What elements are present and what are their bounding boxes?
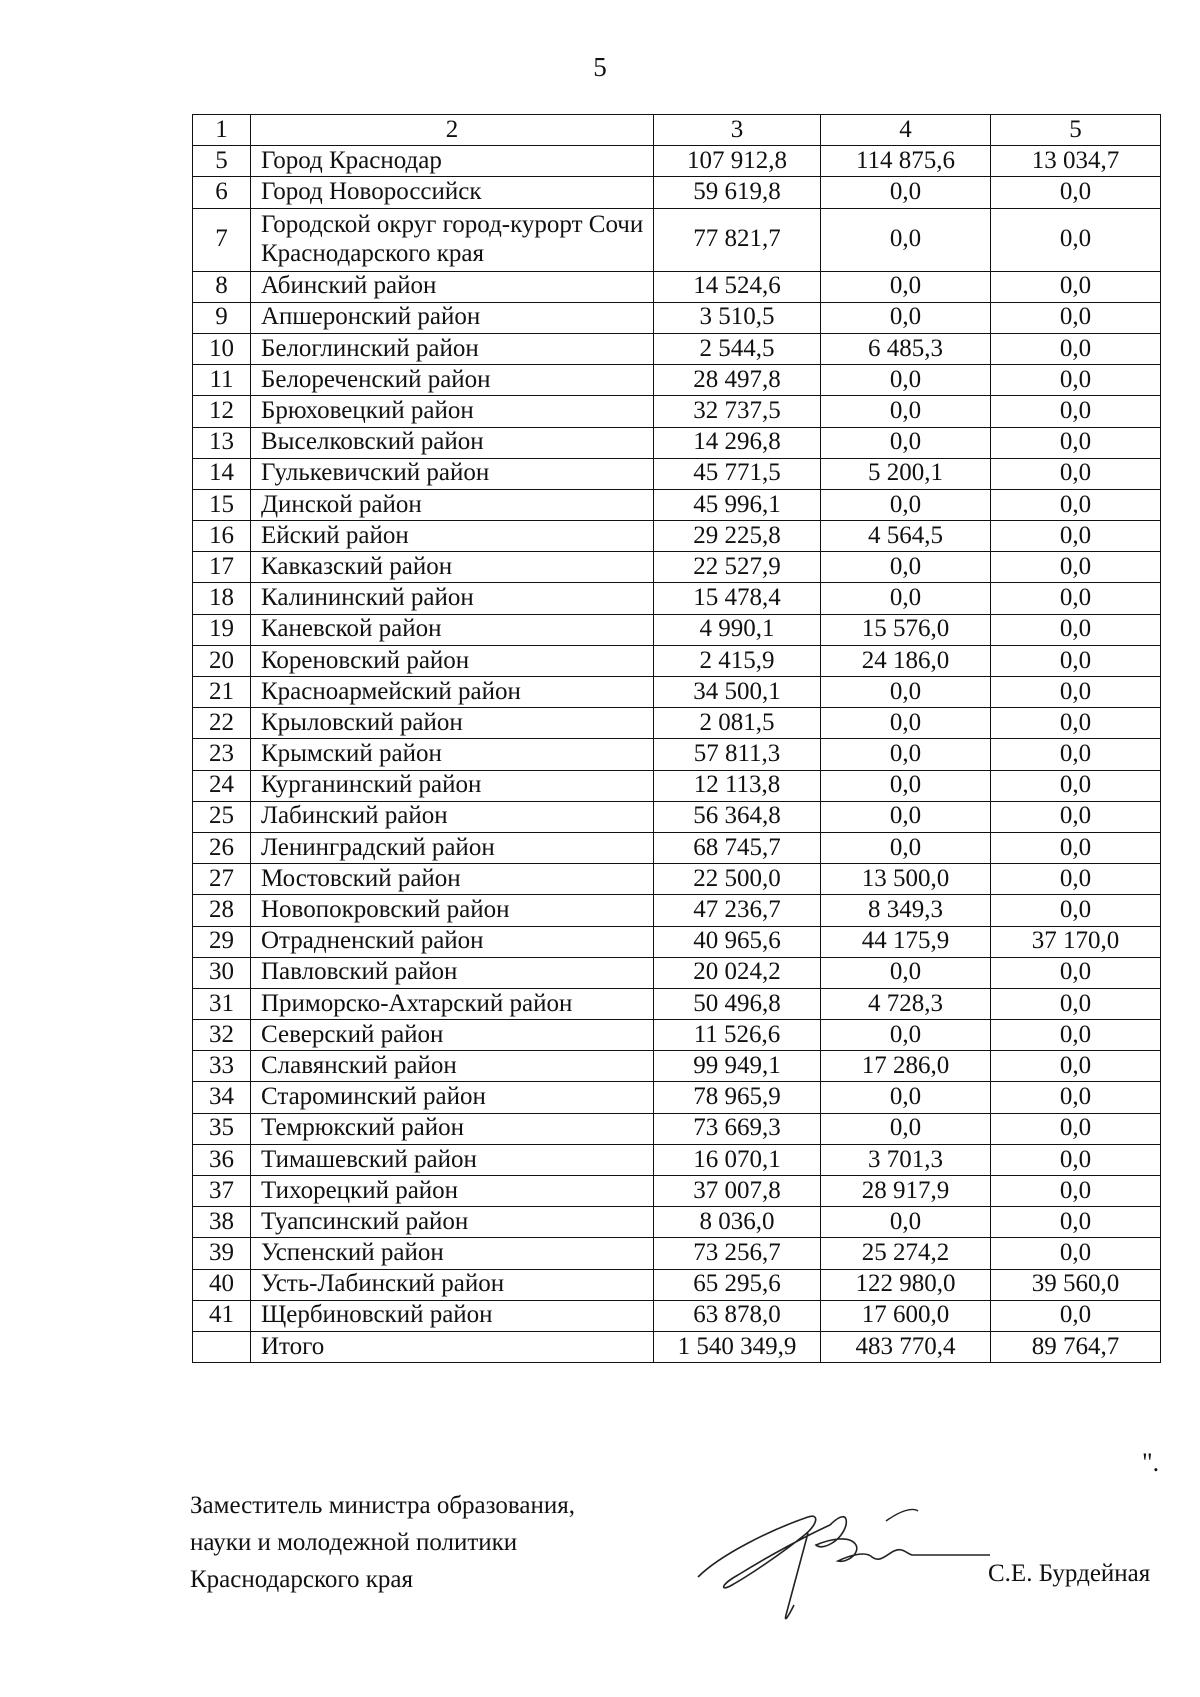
value-col5-cell: 0,0 xyxy=(991,521,1161,552)
row-number-cell: 36 xyxy=(193,1144,251,1175)
value-col4-cell: 0,0 xyxy=(821,1113,991,1144)
table-row xyxy=(193,458,1161,489)
district-name-cell: Итого xyxy=(251,1331,654,1362)
value-col4-cell: 0,0 xyxy=(821,770,991,801)
header-cell: 4 xyxy=(821,115,991,146)
row-number-cell: 27 xyxy=(193,864,251,895)
value-col5-cell: 89 764,7 xyxy=(991,1331,1161,1362)
table-row xyxy=(193,1269,1161,1300)
row-number-cell: 9 xyxy=(193,302,251,333)
value-col4-cell: 17 286,0 xyxy=(821,1051,991,1082)
value-col4-cell: 8 349,3 xyxy=(821,895,991,926)
value-col3-cell: 68 745,7 xyxy=(654,832,821,863)
table-row xyxy=(193,1051,1161,1082)
value-col4-cell: 15 576,0 xyxy=(821,614,991,645)
district-name-cell: Староминский район xyxy=(251,1082,654,1113)
value-col5-cell: 37 170,0 xyxy=(991,926,1161,957)
district-name-cell: Лабинский район xyxy=(251,801,654,832)
row-number-cell: 13 xyxy=(193,427,251,458)
value-col5-cell: 0,0 xyxy=(991,302,1161,333)
district-name-cell: Городской округ город-курорт Сочи Краснодарского края xyxy=(251,208,654,271)
value-col3-cell: 99 949,1 xyxy=(654,1051,821,1082)
value-col5-cell: 0,0 xyxy=(991,614,1161,645)
position-line: Заместитель министра образования, xyxy=(190,1492,575,1519)
district-name-cell: Каневской район xyxy=(251,614,654,645)
table-row xyxy=(193,489,1161,520)
value-col4-cell: 0,0 xyxy=(821,489,991,520)
row-number-cell: 12 xyxy=(193,396,251,427)
value-col3-cell: 45 996,1 xyxy=(654,489,821,520)
value-col4-cell: 17 600,0 xyxy=(821,1300,991,1331)
table-row xyxy=(193,677,1161,708)
value-col4-cell: 0,0 xyxy=(821,583,991,614)
district-name-cell: Белоглинский район xyxy=(251,333,654,364)
district-name-cell: Крымский район xyxy=(251,739,654,770)
table-row xyxy=(193,583,1161,614)
value-col4-cell: 5 200,1 xyxy=(821,458,991,489)
value-col3-cell: 34 500,1 xyxy=(654,677,821,708)
table-row xyxy=(193,708,1161,739)
value-col5-cell: 0,0 xyxy=(991,1238,1161,1269)
value-col3-cell: 11 526,6 xyxy=(654,1020,821,1051)
district-name-cell: Апшеронский район xyxy=(251,302,654,333)
value-col5-cell: 0,0 xyxy=(991,427,1161,458)
row-number-cell: 41 xyxy=(193,1300,251,1331)
table-row xyxy=(193,365,1161,396)
row-number-cell: 28 xyxy=(193,895,251,926)
table-row xyxy=(193,614,1161,645)
value-col4-cell: 44 175,9 xyxy=(821,926,991,957)
table-row xyxy=(193,832,1161,863)
value-col3-cell: 47 236,7 xyxy=(654,895,821,926)
row-number-cell: 39 xyxy=(193,1238,251,1269)
value-col4-cell: 0,0 xyxy=(821,1082,991,1113)
header-cell: 5 xyxy=(991,115,1161,146)
header-cell: 2 xyxy=(251,115,654,146)
value-col3-cell: 37 007,8 xyxy=(654,1176,821,1207)
value-col5-cell: 0,0 xyxy=(991,864,1161,895)
value-col3-cell: 20 024,2 xyxy=(654,957,821,988)
value-col4-cell: 0,0 xyxy=(821,302,991,333)
row-number-cell: 24 xyxy=(193,770,251,801)
table-row xyxy=(193,1144,1161,1175)
table-row xyxy=(193,739,1161,770)
table-row xyxy=(193,302,1161,333)
value-col3-cell: 1 540 349,9 xyxy=(654,1331,821,1362)
row-number-cell: 11 xyxy=(193,365,251,396)
row-number-cell: 17 xyxy=(193,552,251,583)
value-col4-cell: 24 186,0 xyxy=(821,645,991,676)
value-col5-cell: 0,0 xyxy=(991,895,1161,926)
row-number-cell: 19 xyxy=(193,614,251,645)
value-col4-cell: 0,0 xyxy=(821,1207,991,1238)
table-row xyxy=(193,552,1161,583)
table-row xyxy=(193,1113,1161,1144)
value-col3-cell: 4 990,1 xyxy=(654,614,821,645)
row-number-cell: 25 xyxy=(193,801,251,832)
table-row xyxy=(193,926,1161,957)
signer-name: С.Е. Бурдейная xyxy=(988,1560,1151,1587)
value-col4-cell: 483 770,4 xyxy=(821,1331,991,1362)
value-col5-cell: 0,0 xyxy=(991,770,1161,801)
table-row xyxy=(193,1207,1161,1238)
table-row xyxy=(193,801,1161,832)
district-name-cell: Щербиновский район xyxy=(251,1300,654,1331)
value-col3-cell: 12 113,8 xyxy=(654,770,821,801)
district-name-cell: Город Краснодар xyxy=(251,146,654,177)
value-col5-cell: 0,0 xyxy=(991,333,1161,364)
value-col5-cell: 0,0 xyxy=(991,177,1161,208)
value-col5-cell: 0,0 xyxy=(991,1020,1161,1051)
value-col5-cell: 13 034,7 xyxy=(991,146,1161,177)
value-col5-cell: 0,0 xyxy=(991,677,1161,708)
value-col5-cell: 0,0 xyxy=(991,271,1161,302)
row-number-cell: 30 xyxy=(193,957,251,988)
table-header-row xyxy=(193,115,1161,146)
value-col3-cell: 22 500,0 xyxy=(654,864,821,895)
value-col5-cell: 0,0 xyxy=(991,583,1161,614)
value-col4-cell: 0,0 xyxy=(821,552,991,583)
value-col4-cell: 4 728,3 xyxy=(821,988,991,1019)
value-col5-cell: 0,0 xyxy=(991,1051,1161,1082)
row-number-cell: 34 xyxy=(193,1082,251,1113)
value-col3-cell: 22 527,9 xyxy=(654,552,821,583)
value-col5-cell: 0,0 xyxy=(991,396,1161,427)
district-name-cell: Гулькевичский район xyxy=(251,458,654,489)
row-number-cell: 10 xyxy=(193,333,251,364)
table-row xyxy=(193,271,1161,302)
table-row xyxy=(193,333,1161,364)
value-col3-cell: 14 524,6 xyxy=(654,271,821,302)
district-name-cell: Темрюкский район xyxy=(251,1113,654,1144)
value-col4-cell: 3 701,3 xyxy=(821,1144,991,1175)
district-name-cell: Ленинградский район xyxy=(251,832,654,863)
row-number-cell xyxy=(193,1331,251,1362)
district-name-cell: Курганинский район xyxy=(251,770,654,801)
signatory-position xyxy=(190,1487,575,1598)
table-row xyxy=(193,645,1161,676)
row-number-cell: 29 xyxy=(193,926,251,957)
value-col5-cell: 0,0 xyxy=(991,489,1161,520)
row-number-cell: 7 xyxy=(193,208,251,271)
table-row xyxy=(193,208,1161,271)
table-row xyxy=(193,396,1161,427)
table-row xyxy=(193,427,1161,458)
district-name-cell: Северский район xyxy=(251,1020,654,1051)
table-row xyxy=(193,1082,1161,1113)
value-col4-cell: 122 980,0 xyxy=(821,1269,991,1300)
table-row xyxy=(193,146,1161,177)
value-col3-cell: 8 036,0 xyxy=(654,1207,821,1238)
value-col4-cell: 13 500,0 xyxy=(821,864,991,895)
value-col5-cell: 0,0 xyxy=(991,1144,1161,1175)
district-name-cell: Калининский район xyxy=(251,583,654,614)
district-name-cell: Кавказский район xyxy=(251,552,654,583)
table-row xyxy=(193,1238,1161,1269)
district-name-cell: Мостовский район xyxy=(251,864,654,895)
value-col4-cell: 0,0 xyxy=(821,677,991,708)
value-col3-cell: 45 771,5 xyxy=(654,458,821,489)
table-body xyxy=(193,115,1161,1363)
row-number-cell: 22 xyxy=(193,708,251,739)
row-number-cell: 21 xyxy=(193,677,251,708)
value-col3-cell: 29 225,8 xyxy=(654,521,821,552)
row-number-cell: 15 xyxy=(193,489,251,520)
value-col4-cell: 0,0 xyxy=(821,427,991,458)
value-col5-cell: 0,0 xyxy=(991,208,1161,271)
row-number-cell: 40 xyxy=(193,1269,251,1300)
value-col3-cell: 14 296,8 xyxy=(654,427,821,458)
table-row xyxy=(193,988,1161,1019)
value-col4-cell: 0,0 xyxy=(821,177,991,208)
row-number-cell: 20 xyxy=(193,645,251,676)
value-col5-cell: 0,0 xyxy=(991,1207,1161,1238)
row-number-cell: 32 xyxy=(193,1020,251,1051)
row-number-cell: 6 xyxy=(193,177,251,208)
value-col5-cell: 0,0 xyxy=(991,832,1161,863)
district-name-cell: Выселковский район xyxy=(251,427,654,458)
value-col3-cell: 57 811,3 xyxy=(654,739,821,770)
district-name-cell: Новопокровский район xyxy=(251,895,654,926)
header-cell: 3 xyxy=(654,115,821,146)
district-name-cell: Крыловский район xyxy=(251,708,654,739)
value-col3-cell: 107 912,8 xyxy=(654,146,821,177)
value-col5-cell: 0,0 xyxy=(991,458,1161,489)
value-col3-cell: 65 295,6 xyxy=(654,1269,821,1300)
value-col4-cell: 0,0 xyxy=(821,365,991,396)
row-number-cell: 23 xyxy=(193,739,251,770)
value-col5-cell: 0,0 xyxy=(991,1082,1161,1113)
value-col5-cell: 0,0 xyxy=(991,645,1161,676)
value-col4-cell: 114 875,6 xyxy=(821,146,991,177)
allocation-table xyxy=(192,114,1161,1363)
district-name-cell: Славянский район xyxy=(251,1051,654,1082)
value-col5-cell: 0,0 xyxy=(991,739,1161,770)
district-name-cell: Город Новороссийск xyxy=(251,177,654,208)
value-col5-cell: 0,0 xyxy=(991,801,1161,832)
table-row xyxy=(193,895,1161,926)
value-col4-cell: 0,0 xyxy=(821,708,991,739)
district-name-cell: Туапсинский район xyxy=(251,1207,654,1238)
district-name-cell: Усть-Лабинский район xyxy=(251,1269,654,1300)
value-col4-cell: 0,0 xyxy=(821,396,991,427)
value-col3-cell: 78 965,9 xyxy=(654,1082,821,1113)
row-number-cell: 18 xyxy=(193,583,251,614)
table-row xyxy=(193,1300,1161,1331)
district-name-cell: Белореченский район xyxy=(251,365,654,396)
value-col5-cell: 0,0 xyxy=(991,1300,1161,1331)
district-name-cell: Приморско-Ахтарский район xyxy=(251,988,654,1019)
value-col4-cell: 0,0 xyxy=(821,832,991,863)
district-name-cell: Абинский район xyxy=(251,271,654,302)
district-name-cell: Павловский район xyxy=(251,957,654,988)
table-row xyxy=(193,957,1161,988)
value-col3-cell: 56 364,8 xyxy=(654,801,821,832)
value-col3-cell: 73 256,7 xyxy=(654,1238,821,1269)
header-cell: 1 xyxy=(193,115,251,146)
row-number-cell: 14 xyxy=(193,458,251,489)
position-line: науки и молодежной политики xyxy=(190,1529,518,1556)
position-line: Краснодарского края xyxy=(190,1566,413,1593)
handwritten-signature xyxy=(690,1485,1010,1635)
value-col5-cell: 0,0 xyxy=(991,365,1161,396)
value-col5-cell: 0,0 xyxy=(991,708,1161,739)
row-number-cell: 16 xyxy=(193,521,251,552)
value-col4-cell: 28 917,9 xyxy=(821,1176,991,1207)
value-col3-cell: 77 821,7 xyxy=(654,208,821,271)
value-col3-cell: 3 510,5 xyxy=(654,302,821,333)
row-number-cell: 38 xyxy=(193,1207,251,1238)
row-number-cell: 5 xyxy=(193,146,251,177)
district-name-cell: Тимашевский район xyxy=(251,1144,654,1175)
value-col3-cell: 28 497,8 xyxy=(654,365,821,396)
row-number-cell: 35 xyxy=(193,1113,251,1144)
value-col3-cell: 2 544,5 xyxy=(654,333,821,364)
value-col4-cell: 0,0 xyxy=(821,208,991,271)
value-col5-cell: 0,0 xyxy=(991,552,1161,583)
row-number-cell: 37 xyxy=(193,1176,251,1207)
value-col4-cell: 0,0 xyxy=(821,801,991,832)
value-col3-cell: 40 965,6 xyxy=(654,926,821,957)
table-row xyxy=(193,1020,1161,1051)
value-col4-cell: 0,0 xyxy=(821,1020,991,1051)
value-col4-cell: 0,0 xyxy=(821,957,991,988)
value-col5-cell: 0,0 xyxy=(991,957,1161,988)
value-col3-cell: 73 669,3 xyxy=(654,1113,821,1144)
value-col4-cell: 6 485,3 xyxy=(821,333,991,364)
value-col4-cell: 25 274,2 xyxy=(821,1238,991,1269)
district-name-cell: Кореновский район xyxy=(251,645,654,676)
row-number-cell: 31 xyxy=(193,988,251,1019)
district-name-cell: Динской район xyxy=(251,489,654,520)
row-number-cell: 33 xyxy=(193,1051,251,1082)
closing-quote: ". xyxy=(1142,1448,1160,1477)
row-number-cell: 8 xyxy=(193,271,251,302)
value-col3-cell: 32 737,5 xyxy=(654,396,821,427)
district-name-cell: Отрадненский район xyxy=(251,926,654,957)
row-number-cell: 26 xyxy=(193,832,251,863)
table-row xyxy=(193,770,1161,801)
value-col5-cell: 0,0 xyxy=(991,988,1161,1019)
district-name-cell: Брюховецкий район xyxy=(251,396,654,427)
table-row xyxy=(193,1176,1161,1207)
value-col5-cell: 39 560,0 xyxy=(991,1269,1161,1300)
value-col4-cell: 0,0 xyxy=(821,739,991,770)
value-col3-cell: 16 070,1 xyxy=(654,1144,821,1175)
district-name-cell: Ейский район xyxy=(251,521,654,552)
value-col5-cell: 0,0 xyxy=(991,1176,1161,1207)
district-name-cell: Красноармейский район xyxy=(251,677,654,708)
district-name-cell: Успенский район xyxy=(251,1238,654,1269)
table-row xyxy=(193,864,1161,895)
value-col3-cell: 2 081,5 xyxy=(654,708,821,739)
page-number: 5 xyxy=(593,52,607,82)
table-row xyxy=(193,521,1161,552)
table-row xyxy=(193,177,1161,208)
total-row xyxy=(193,1331,1161,1362)
value-col3-cell: 15 478,4 xyxy=(654,583,821,614)
value-col5-cell: 0,0 xyxy=(991,1113,1161,1144)
value-col3-cell: 50 496,8 xyxy=(654,988,821,1019)
value-col3-cell: 63 878,0 xyxy=(654,1300,821,1331)
district-name-cell: Тихорецкий район xyxy=(251,1176,654,1207)
value-col3-cell: 59 619,8 xyxy=(654,177,821,208)
value-col4-cell: 0,0 xyxy=(821,271,991,302)
value-col3-cell: 2 415,9 xyxy=(654,645,821,676)
value-col4-cell: 4 564,5 xyxy=(821,521,991,552)
